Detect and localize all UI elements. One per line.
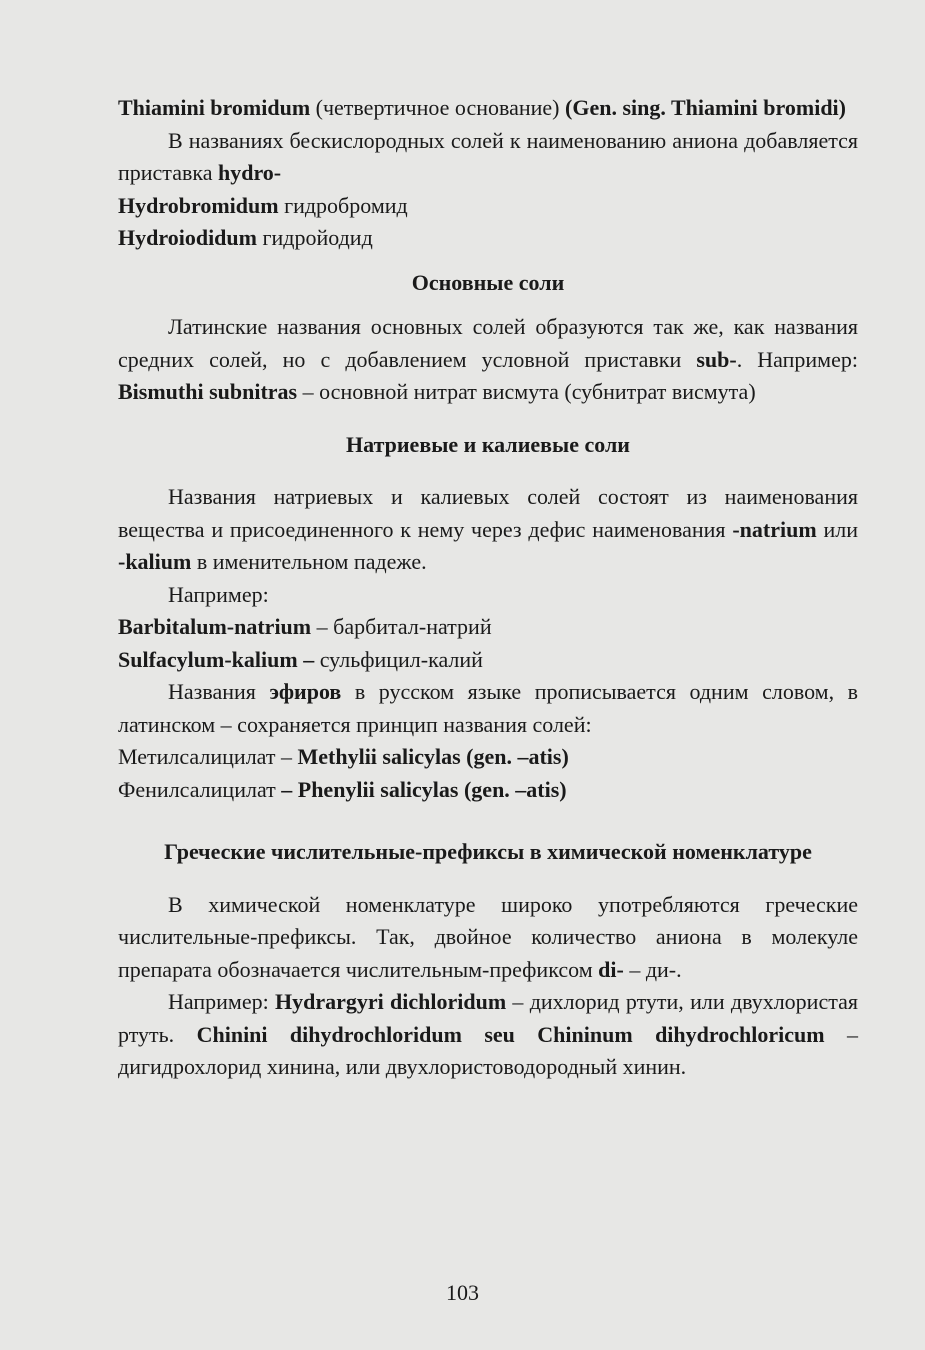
paragraph-basic-salts bbox=[118, 311, 858, 409]
latin-term: Hydrobromidum bbox=[118, 192, 279, 218]
latin-term: Chinini dihydrochloridum seu Chininum dihydrochloricum bbox=[196, 1021, 825, 1047]
example-sulfacylum bbox=[118, 644, 858, 677]
paragraph-text: – дихлорид ртути, или двухлористая ртуть. bbox=[118, 989, 858, 1047]
latin-term: Thiamini bromidum bbox=[118, 95, 311, 120]
latin-prefix: sub- bbox=[696, 346, 737, 372]
paragraph-text: – ди-. bbox=[623, 956, 682, 982]
latin-term: Hydroiodidum bbox=[118, 225, 257, 250]
russian-term: – барбитал-натрий bbox=[311, 614, 492, 639]
latin-term: Hydrargyri dichloridum bbox=[274, 989, 507, 1014]
paragraph-text: Названия натриевых и калиевых солей состоят из наименования вещества и присоединенного к нему через дефис наименования bbox=[118, 484, 858, 542]
latin-term: Sulfacylum-kalium – bbox=[118, 646, 315, 672]
paragraph-esters bbox=[118, 676, 858, 741]
latin-suffix: -kalium bbox=[118, 549, 192, 574]
russian-term: гидройодид bbox=[256, 225, 373, 250]
paragraph-text: – дигидрохлорид хинина, или двухлористоводородный хинин. bbox=[118, 1021, 858, 1079]
example-hydrobromidum bbox=[118, 190, 858, 223]
russian-term: Метилсалицилат – bbox=[118, 744, 298, 769]
latin-suffix: -natrium bbox=[732, 516, 817, 542]
latin-prefix: di- bbox=[598, 956, 624, 982]
latin-genitive: (Gen. sing. Thiamini bromidi) bbox=[565, 95, 846, 120]
paragraph-text: В названиях бескислородных солей к наименованию аниона добавляется приставка bbox=[118, 127, 858, 185]
russian-term: Фенилсалицилат bbox=[118, 776, 282, 802]
paragraph-greek-prefixes bbox=[118, 889, 858, 987]
paragraph-greek-examples bbox=[118, 986, 858, 1084]
latin-term: Barbitalum-natrium bbox=[118, 614, 312, 639]
paragraph-hydro bbox=[118, 125, 858, 190]
heading-basic-salts: Основные соли bbox=[411, 269, 565, 295]
page-body bbox=[118, 92, 858, 1084]
example-hydroiodidum bbox=[118, 222, 858, 255]
paragraph-text: в русском языке прописывается одним словом, в латинском – сохраняется принцип названия солей: bbox=[118, 679, 859, 737]
paragraph-text: Латинские названия основных солей образуются так же, как названия средних солей, но с добавлением условной приставки bbox=[118, 314, 858, 372]
paragraph-sodium-potassium bbox=[118, 481, 858, 579]
latin-term: Bismuthi subnitras bbox=[118, 379, 298, 404]
example-phenyl-salicylate bbox=[118, 774, 858, 807]
paragraph-text: в именительном падеже. bbox=[191, 549, 427, 574]
example-methyl-salicylate bbox=[118, 741, 858, 774]
latin-term: Methylii salicylas (gen. –atis) bbox=[297, 744, 569, 769]
heading-sodium-potassium-salts: Натриевые и калиевые соли bbox=[346, 431, 630, 457]
latin-prefix: hydro- bbox=[217, 160, 282, 185]
russian-term: сульфицил-калий bbox=[314, 646, 483, 672]
page-number: 103 bbox=[446, 1280, 479, 1305]
paragraph-text: или bbox=[816, 516, 858, 542]
paragraph-text: Например: bbox=[168, 989, 275, 1014]
paragraph-text: – основной нитрат висмута (субнитрат висмута) bbox=[297, 379, 756, 404]
emphasis-term: эфиров bbox=[269, 679, 342, 704]
paragraph-text: В химической номенклатуре широко употребляются греческие числительные-префиксы. Так, двойное количество аниона в молекуле препарата обозначается числительным-префиксом bbox=[118, 891, 858, 982]
paragraph-example-intro: Например: bbox=[168, 581, 269, 607]
heading-greek-prefixes: Греческие числительные-префиксы в химической номенклатуре bbox=[164, 839, 812, 864]
paragraph-text: . Например: bbox=[736, 346, 858, 372]
paragraph-thiamini bbox=[118, 92, 858, 125]
russian-term: гидробромид bbox=[278, 192, 408, 218]
paragraph-text: Названия bbox=[168, 679, 270, 704]
example-barbitalum bbox=[118, 611, 858, 644]
latin-term: – Phenylii salicylas (gen. –atis) bbox=[281, 776, 567, 802]
paragraph-text: (четвертичное основание) bbox=[310, 95, 566, 120]
